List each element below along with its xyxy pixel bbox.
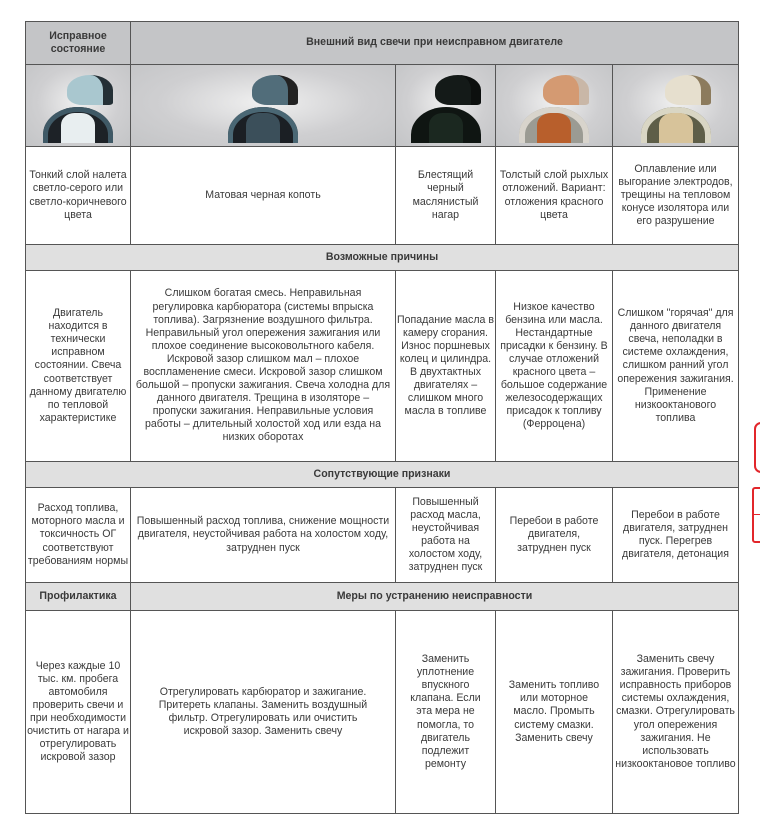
remedy-cell: Заменить уплотнение впускного клапана. Если эта мера не помогла, то двигатель подлежит ремонту [396,611,496,814]
section-row-prevention [26,583,739,611]
description-cell: Блестящий черный маслянистый нагар [396,147,496,245]
section-title-remedies: Меры по устранению неисправности [131,583,739,611]
image-cell [26,65,131,147]
section-title-symptoms: Сопутствующие признаки [26,462,739,488]
symptom-cell: Расход топлива, моторного масла и токсичность ОГ соответствуют требованиям нормы [26,488,131,583]
causes-row [26,271,739,462]
description-row [26,147,739,245]
cause-cell: Двигатель находится в технически исправном состоянии. Свеча соответствует данному двигателю по тепловой характеристике [26,271,131,462]
side-widget-button[interactable] [754,422,760,473]
normal-state-header: Исправное состояние [26,22,131,65]
symptoms-row [26,488,739,583]
image-cell [613,65,739,147]
section-title-prevention: Профилактика [26,583,131,611]
symptom-cell: Повышенный расход масла, неустойчивая работа на холостом ходу, затруднен пуск [396,488,496,583]
description-cell: Оплавление или выгорание электродов, трещины на тепловом конусе изолятора или его разрушение [613,147,739,245]
section-row-causes [26,245,739,271]
section-title-causes: Возможные причины [26,245,739,271]
image-cell [496,65,613,147]
section-row-symptoms [26,462,739,488]
remedy-cell: Заменить свечу зажигания. Проверить исправность приборов системы охлаждения, смазки. Отрегулировать угол опережения зажигания. Не использовать низкооктановое топливо [613,611,739,814]
description-cell: Тонкий слой налета светло-серого или светло-коричневого цвета [26,147,131,245]
symptom-cell: Перебои в работе двигателя, затруднен пуск. Перегрев двигателя, детонация [613,488,739,583]
symptom-cell: Повышенный расход топлива, снижение мощности двигателя, неустойчивая работа на холостом ходу, затруднен пуск [131,488,396,583]
image-row [26,65,739,147]
faulty-appearance-header: Внешний вид свечи при неисправном двигателе [131,22,739,65]
cause-cell: Слишком "горячая" для данного двигателя свеча, неполадки в системе охлаждения, слишком ранний угол опережения зажигания. Применение низкооктанового топлива [613,271,739,462]
symptom-cell: Перебои в работе двигателя, затруднен пуск [496,488,613,583]
remedy-cell: Заменить топливо или моторное масло. Промыть систему смазки. Заменить свечу [496,611,613,814]
spark-plug-soot-icon [226,69,300,143]
side-widget-panel[interactable] [752,487,760,543]
spark-plug-normal-icon [41,69,115,143]
cause-cell: Попадание масла в камеру сгорания. Износ поршневых колец и цилиндра. В двухтактных двигателях – слишком много масла в топливе [396,271,496,462]
image-cell [131,65,396,147]
header-row [26,22,739,65]
spark-plug-melted-icon [639,69,713,143]
divider [754,514,760,515]
cause-cell: Слишком богатая смесь. Неправильная регулировка карбюратора (системы впрыска топлива). Загрязнение воздушного фильтра. Неправильный угол опережения зажигания или плохое соединение высоковольтного кабеля. Искровой зазор слишком мал – плохое воспламенение смеси. Искровой зазор слишком большой – пропуски зажигания. Свеча холодна для данного двигателя. Трещина в изоляторе – пропуски зажигания. Неправильные условия работы – длительный холостой ход или езда на низких оборотах [131,271,396,462]
description-cell: Толстый слой рыхлых отложений. Вариант: отложения красного цвета [496,147,613,245]
spark-plug-oil-icon [409,69,483,143]
remedy-cell: Через каждые 10 тыс. км. пробега автомобиля проверить свечи и при необходимости очистить от нагара и отрегулировать искровой зазор [26,611,131,814]
image-cell [396,65,496,147]
description-cell: Матовая черная копоть [131,147,396,245]
remedies-row [26,611,739,814]
spark-plug-ash-icon [517,69,591,143]
remedy-cell: Отрегулировать карбюратор и зажигание. Притереть клапаны. Заменить воздушный фильтр. Отрегулировать или очистить искровой зазор. Заменить свечу [131,611,396,814]
cause-cell: Низкое качество бензина или масла. Нестандартные присадки к бензину. В случае отложений красного цвета – большое содержание железосодержащих присадок к топливу (Ферроцена) [496,271,613,462]
spark-plug-diagnosis-table [25,21,739,814]
